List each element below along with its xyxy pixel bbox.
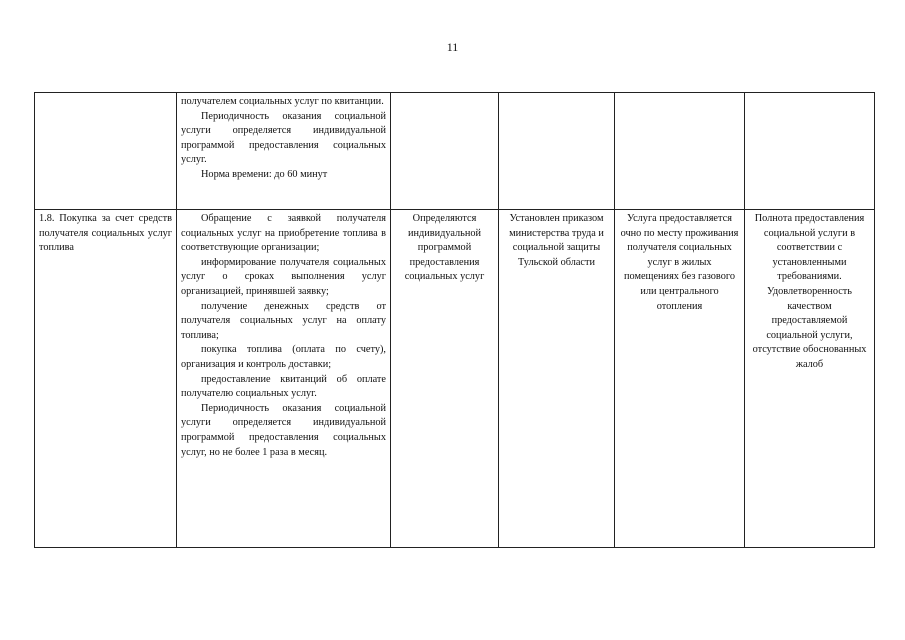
cell-tariff-empty xyxy=(499,93,615,210)
services-table xyxy=(34,92,875,548)
cell-quality xyxy=(745,210,875,548)
description-paragraph: предоставление квитанций об оплате получателю социальных услуг. xyxy=(181,373,386,400)
volume-text: Определяются индивидуальной программой предоставления социальных услуг xyxy=(404,213,485,283)
cell-volume xyxy=(391,210,499,548)
description-paragraph: Обращение с заявкой получателя социальных услуг на приобретение топлива в соответствующие организации; xyxy=(181,213,386,254)
description-paragraph: Периодичность оказания социальной услуги определяется индивидуальной программой предоставления социальных услуг. xyxy=(181,110,386,166)
description-paragraph: информирование получателя социальных услуг о сроках выполнения услуг организацией, принявшей заявку; xyxy=(181,256,386,297)
tariff-text: Установлен приказом министерства труда и социальной защиты Тульской области xyxy=(509,213,604,268)
table-row-1-8 xyxy=(35,210,875,548)
description-paragraph: получателем социальных услуг по квитанции. xyxy=(181,96,384,107)
description-list xyxy=(181,95,386,183)
cell-description xyxy=(177,210,391,548)
description-paragraph: покупка топлива (оплата по счету), организация и контроль доставки; xyxy=(181,344,386,370)
description-list xyxy=(181,212,386,460)
quality-text: Полнота предоставления социальной услуги в соответствии с установленными требованиями. Удовлетворенность качеством предоставляемой социальной услуги, отсутствие обоснованных жалоб xyxy=(752,213,867,370)
conditions-text: Услуга предоставляется очно по месту проживания получателя социальных услуг в жилых помещениях без газового или центрального отопления xyxy=(620,213,739,312)
description-paragraph: Норма времени: до 60 минут xyxy=(201,168,328,180)
cell-service-name-empty xyxy=(35,93,177,210)
cell-conditions xyxy=(615,210,745,548)
cell-conditions-empty xyxy=(615,93,745,210)
cell-description-continuation xyxy=(177,93,391,210)
cell-service-name xyxy=(35,210,177,548)
table-row-continuation xyxy=(35,93,875,210)
description-paragraph: Периодичность оказания социальной услуги определяется индивидуальной программой предоставления социальных услуг, но не более 1 раза в месяц. xyxy=(181,402,386,458)
description-paragraph: получение денежных средств от получателя социальных услуг на оплату топлива; xyxy=(181,300,386,341)
cell-volume-empty xyxy=(391,93,499,210)
cell-quality-empty xyxy=(745,93,875,210)
page-number: 11 xyxy=(446,40,459,54)
cell-tariff xyxy=(499,210,615,548)
service-name: 1.8. Покупка за счет средств получателя социальных услуг топлива xyxy=(39,213,172,254)
